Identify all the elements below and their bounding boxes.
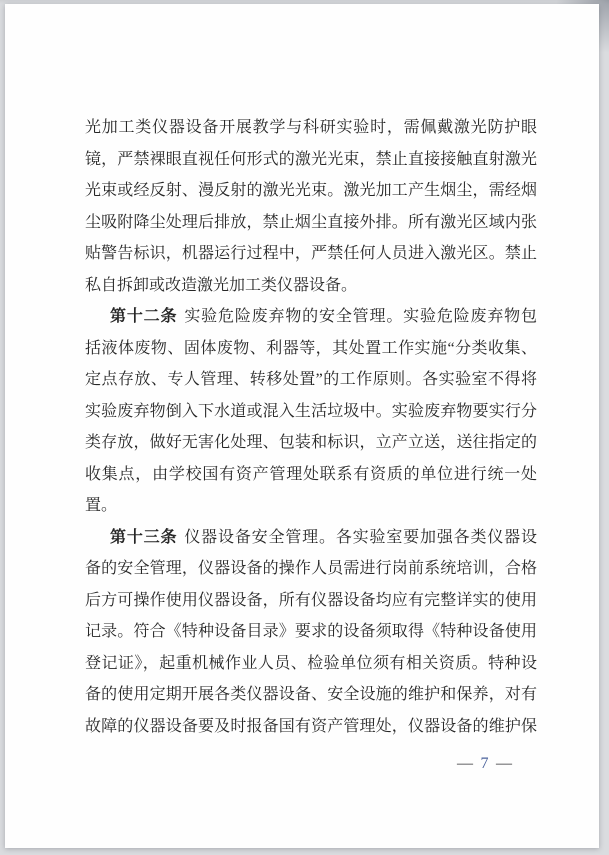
text-line xyxy=(85,364,537,396)
line-text: 镜，严禁裸眼直视任何形式的激光光束，禁止直接接触直射激光 xyxy=(85,150,537,168)
line-text: 备的使用定期开展各类仪器设备、安全设施的维护和保养，对有 xyxy=(85,686,537,703)
document-page xyxy=(5,4,599,848)
text-line xyxy=(85,333,537,365)
footer-dash-left: — xyxy=(457,755,474,772)
line-text: 贴警告标识，机器运行过程中，严禁任何人员进入激光区。禁止 xyxy=(85,245,537,262)
line-text: 括液体废物、固体废物、利器等，其处置工作实施“分类收集、 xyxy=(85,339,537,357)
body-text xyxy=(85,112,537,742)
text-line xyxy=(85,490,537,522)
text-line xyxy=(85,585,537,617)
text-line xyxy=(85,711,537,743)
line-text: 尘吸附降尘处理后排放，禁止烟尘直接外排。所有激光区域内张 xyxy=(85,213,537,231)
article-number: 第十二条 xyxy=(110,308,178,325)
text-line xyxy=(85,270,537,302)
text-line-article-12 xyxy=(85,301,537,333)
line-text: 登记证》，起重机械作业人员、检验单位须有相关资质。特种设 xyxy=(85,654,537,672)
line-text: 实验危险废弃物的安全管理。实验危险废弃物包 xyxy=(184,308,537,325)
text-line xyxy=(85,238,537,270)
line-text: 类存放，做好无害化处理、包装和标识，立产立送，送往指定的 xyxy=(85,434,537,451)
page-number xyxy=(457,755,513,773)
text-line xyxy=(85,648,537,680)
line-text: 收集点，由学校国有资产管理处联系有资质的单位进行统一处 xyxy=(85,465,537,483)
text-line xyxy=(85,459,537,491)
text-line xyxy=(85,679,537,711)
text-line xyxy=(85,427,537,459)
line-text: 后方可操作使用仪器设备，所有仪器设备均应有完整详实的使用 xyxy=(85,591,537,609)
footer-number: 7 xyxy=(480,755,489,772)
article-number: 第十三条 xyxy=(110,528,178,546)
line-text: 故障的仪器设备要及时报备国有资产管理处，仪器设备的维护保 xyxy=(85,717,537,735)
text-line xyxy=(85,207,537,239)
text-line xyxy=(85,396,537,428)
text-line xyxy=(85,553,537,585)
text-line xyxy=(85,175,537,207)
line-text: 记录。符合《特种设备目录》要求的设备须取得《特种设备使用 xyxy=(85,623,537,640)
line-text: 定点存放、专人管理、转移处置”的工作原则。各实验室不得将 xyxy=(85,371,537,388)
line-text: 光加工类仪器设备开展教学与科研实验时，需佩戴激光防护眼 xyxy=(85,119,537,136)
line-text: 仪器设备安全管理。各实验室要加强各类仪器设 xyxy=(184,528,537,546)
line-text: 实验废弃物倒入下水道或混入生活垃圾中。实验废弃物要实行分 xyxy=(85,402,537,420)
line-text: 备的安全管理，仪器设备的操作人员需进行岗前系统培训，合格 xyxy=(85,560,537,577)
text-line xyxy=(85,112,537,144)
text-line xyxy=(85,616,537,648)
text-line-article-13 xyxy=(85,522,537,554)
line-text: 光束或经反射、漫反射的激光光束。激光加工产生烟尘，需经烟 xyxy=(85,182,537,199)
text-line xyxy=(85,144,537,176)
line-text: 置。 xyxy=(85,497,118,514)
footer-dash-right: — xyxy=(496,755,513,772)
line-text: 私自拆卸或改造激光加工类仪器设备。 xyxy=(85,276,358,294)
